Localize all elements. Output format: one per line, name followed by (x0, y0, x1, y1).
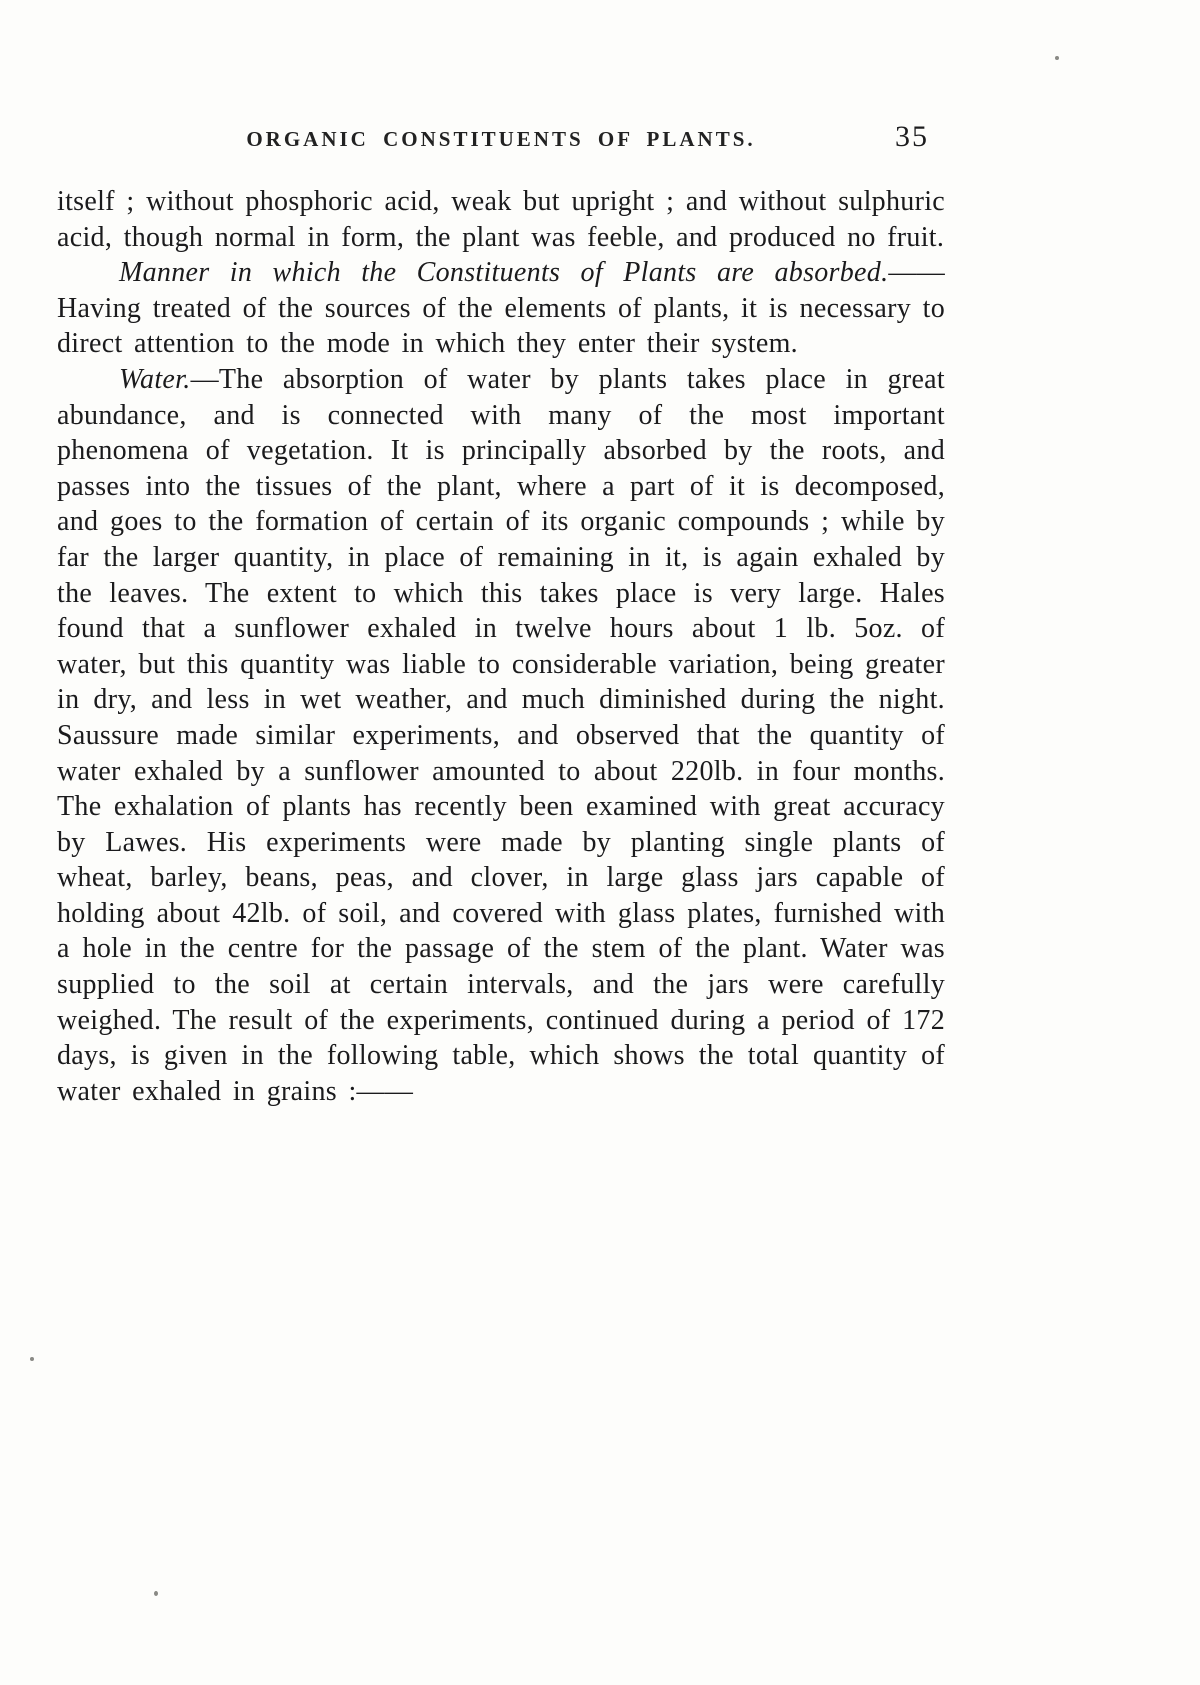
paragraph-text: ——Having treated of the sources of the elements of plants, it is necessary to direct attention to the mode in which they enter their system. (57, 257, 945, 360)
page-number: 35 (895, 120, 929, 153)
paragraph-text: —The absorption of water by plants takes place in great abundance, and is connected with many of the most important phenomena of vegetation. It is principally absorbed by the roots, and passes into the tissues of the plant, where a part of it is decomposed, and goes to the formation of certain of its organic compounds ; while by far the larger quantity, in place of remaining in it, is again exhaled by the leaves. The extent to which this takes place is very large. Hales found that a sunflower exhaled in twelve hours about 1 lb. 5oz. of water, but this quantity was liable to considerable variation, being greater in dry, and less in wet weather, and much diminished during the night. Saussure made similar experiments, and observed that the quantity of water exhaled by a sunflower amounted to about 220lb. in four months. The exhalation of plants has recently been examined with great accuracy by Lawes. His experiments were made by planting single plants of wheat, barley, beans, peas, and clover, in large glass jars capable of holding about 42lb. of soil, and covered with glass plates, furnished with a hole in the centre for the passage of the stem of the plant. Water was supplied to the soil at certain intervals, and the jars were carefully weighed. The result of the experiments, continued during a period of 172 days, is given in the following table, which shows the total quantity of water exhaled in grains :—— (57, 363, 945, 1107)
paragraph-continuation (57, 184, 945, 255)
scan-speck (154, 1591, 158, 1596)
scan-speck (1055, 56, 1059, 60)
paragraph-text: itself ; without phosphoric acid, weak but upright ; and without sulphuric acid, though normal in form, the plant was feeble, and produced no fruit. (57, 186, 945, 253)
running-header-title: ORGANIC CONSTITUENTS OF PLANTS. (246, 127, 756, 151)
running-header (57, 120, 945, 167)
paragraph-lead-italic: Water. (119, 363, 191, 395)
paragraph-lead-italic: Manner in which the Constituents of Plants are absorbed. (119, 257, 889, 289)
paragraph-manner (57, 255, 945, 362)
page-body (57, 184, 945, 1109)
paragraph-water (57, 362, 945, 1109)
scan-speck (30, 1357, 34, 1361)
